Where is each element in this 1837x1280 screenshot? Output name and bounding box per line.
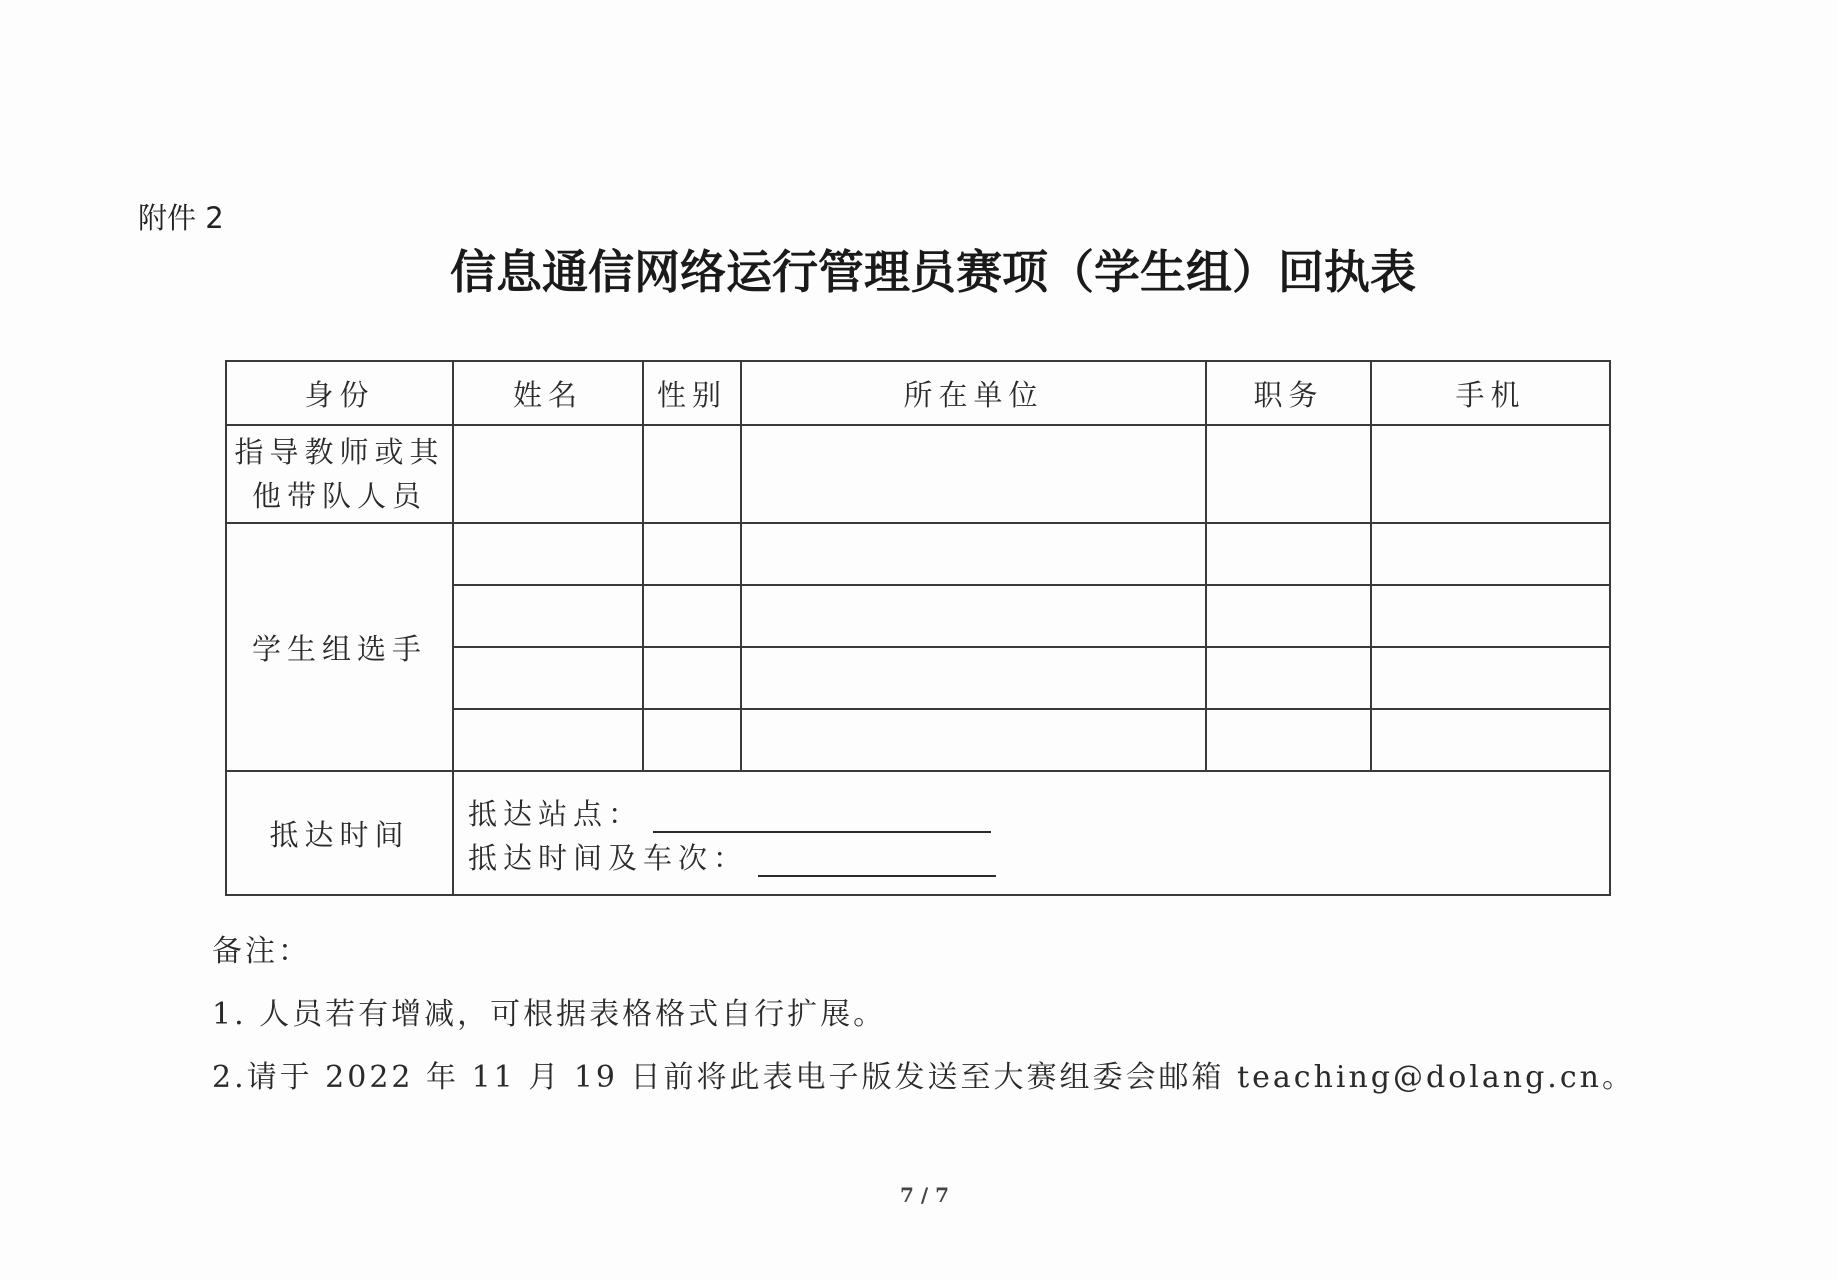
student-organization-cell[interactable] <box>741 585 1206 647</box>
arrival-time-line <box>468 833 1609 877</box>
note-item: 2.请于 2022 年 11 月 19 日前将此表电子版发送至大赛组委会邮箱 teaching@dolang.cn。 <box>212 1060 1635 1095</box>
teacher-identity-line2: 他带队人员 <box>251 479 427 513</box>
teacher-gender-cell[interactable] <box>643 425 741 523</box>
arrival-row <box>226 771 1610 895</box>
student-name-cell[interactable] <box>453 585 643 647</box>
student-row <box>226 523 1610 585</box>
note-item: 1. 人员若有增减，可根据表格格式自行扩展。 <box>212 997 887 1032</box>
teacher-organization-cell[interactable] <box>741 425 1206 523</box>
student-phone-cell[interactable] <box>1371 585 1610 647</box>
student-position-cell[interactable] <box>1206 709 1371 771</box>
student-identity-cell: 学生组选手 <box>226 523 453 771</box>
student-organization-cell[interactable] <box>741 709 1206 771</box>
header-gender: 性别 <box>643 361 741 425</box>
header-identity: 身份 <box>226 361 453 425</box>
student-phone-cell[interactable] <box>1371 523 1610 585</box>
teacher-name-cell[interactable] <box>453 425 643 523</box>
document-title: 信息通信网络运行管理员赛项（学生组）回执表 <box>450 245 1416 299</box>
student-name-cell[interactable] <box>453 523 643 585</box>
student-position-cell[interactable] <box>1206 647 1371 709</box>
student-organization-cell[interactable] <box>741 523 1206 585</box>
student-name-cell[interactable] <box>453 647 643 709</box>
student-position-cell[interactable] <box>1206 585 1371 647</box>
arrival-details-cell <box>453 771 1610 895</box>
student-gender-cell[interactable] <box>643 523 741 585</box>
teacher-position-cell[interactable] <box>1206 425 1371 523</box>
student-position-cell[interactable] <box>1206 523 1371 585</box>
header-phone: 手机 <box>1371 361 1610 425</box>
student-phone-cell[interactable] <box>1371 647 1610 709</box>
notes-heading: 备注： <box>212 934 311 969</box>
student-phone-cell[interactable] <box>1371 709 1610 771</box>
student-name-cell[interactable] <box>453 709 643 771</box>
student-gender-cell[interactable] <box>643 585 741 647</box>
notes-section <box>212 920 1635 1109</box>
student-organization-cell[interactable] <box>741 647 1206 709</box>
header-organization: 所在单位 <box>741 361 1206 425</box>
header-position: 职务 <box>1206 361 1371 425</box>
teacher-identity-line1: 指导教师或其 <box>234 435 445 469</box>
attachment-label: 附件 2 <box>138 201 224 235</box>
student-gender-cell[interactable] <box>643 647 741 709</box>
student-gender-cell[interactable] <box>643 709 741 771</box>
header-name: 姓名 <box>453 361 643 425</box>
arrival-station-line <box>468 789 1609 833</box>
arrival-time-train-label: 抵达时间及车次： <box>468 841 749 875</box>
receipt-form-table <box>225 360 1611 896</box>
arrival-station-blank[interactable] <box>653 801 991 833</box>
arrival-identity-cell: 抵达时间 <box>226 771 453 895</box>
table-header-row <box>226 361 1610 425</box>
arrival-time-train-blank[interactable] <box>758 845 996 877</box>
arrival-station-label: 抵达站点： <box>468 797 644 831</box>
page-number: 7 / 7 <box>900 1183 950 1207</box>
teacher-row <box>226 425 1610 523</box>
teacher-phone-cell[interactable] <box>1371 425 1610 523</box>
teacher-identity-cell <box>226 425 453 523</box>
